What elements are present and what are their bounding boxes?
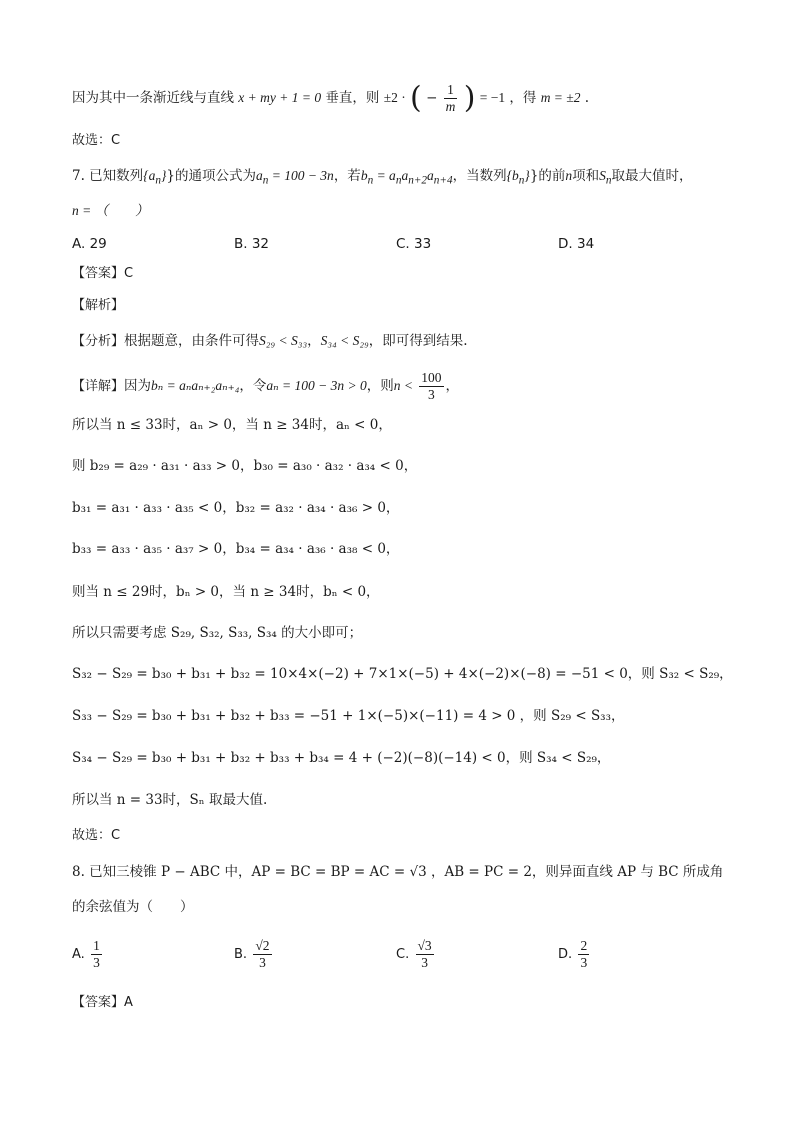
text-segment: 取最大值时， bbox=[611, 168, 693, 184]
tag: 【分析】 bbox=[72, 334, 125, 349]
option-label: A. bbox=[72, 947, 85, 962]
analysis-label: 【解析】 bbox=[72, 298, 125, 313]
solution-line-10: 所以当 n = 33时，Sₙ 取最大值. bbox=[72, 792, 268, 808]
text-segment: ，令 bbox=[239, 378, 267, 394]
option-a bbox=[72, 938, 104, 971]
option-d: D. 34 bbox=[558, 236, 595, 252]
text-segment: ，即可得到结果. bbox=[368, 333, 468, 349]
solution-line-1: 所以当 n ≤ 33时，aₙ > 0，当 n ≥ 34时，aₙ < 0， bbox=[72, 417, 392, 433]
solution-line-9: S₃₄ − S₂₉ = b₃₀ + b₃₁ + b₃₂ + b₃₃ + b₃₄ = 4 + (−2)(−8)(−14) < 0，则 S₃₄ < S₂₉， bbox=[72, 750, 611, 766]
option-d bbox=[558, 938, 591, 971]
text-line-asymptote: 因为其中一条渐近线与直线 x + my + 1 = 0 垂直，则 ±2 · ( − $\frac{1}{m}$ ) = −1 ，得 m = ±2 . bbox=[72, 80, 590, 116]
text-segment: 项和 bbox=[572, 168, 600, 184]
option-c bbox=[396, 938, 436, 971]
option-c: C. 33 bbox=[396, 236, 432, 252]
question-8-stem: 8. 已知三棱锥 P − ABC 中，AP = BC = BP = AC = √3 ，AB = PC = 2，则异面直线 AP 与 BC 所成角 bbox=[72, 864, 724, 880]
text-segment: ， bbox=[307, 333, 321, 349]
solution-line-5: 则当 n ≤ 29时，bₙ > 0，当 n ≥ 34时，bₙ < 0， bbox=[72, 584, 380, 600]
text-segment: ，当数列 bbox=[452, 168, 507, 184]
text-segment: ，则 bbox=[366, 378, 394, 394]
fraction-numerator: 100 bbox=[421, 370, 442, 385]
text-segment: n = （ ） bbox=[72, 203, 149, 218]
solution-line-6: 所以只需要考虑 S₂₉, S₃₂, S₃₃, S₃₄ 的大小即可； bbox=[72, 625, 363, 641]
math-term: ±2 · bbox=[383, 90, 406, 105]
math-term: = −1 bbox=[479, 90, 506, 105]
answer-choice-line: 故选：C bbox=[72, 828, 121, 843]
math-equation: x + my + 1 = 0 bbox=[238, 90, 322, 105]
fraction-numerator: 1 bbox=[444, 82, 458, 99]
fraction-denominator: 3 bbox=[580, 955, 588, 970]
fraction bbox=[253, 938, 271, 971]
solution-line-7: S₃₂ − S₂₉ = b₃₀ + b₃₁ + b₃₂ = 10×4×(−2) + 7×1×(−5) + 4×(−2)×(−8) = −51 < 0，则 S₃₂ < S₂₉， bbox=[72, 666, 733, 682]
analysis-text bbox=[72, 331, 468, 352]
solution-line-8: S₃₃ − S₂₉ = b₃₀ + b₃₁ + b₃₂ + b₃₃ = −51 + 1×(−5)×(−11) = 4 > 0 ，则 S₂₉ < S₃₃， bbox=[72, 708, 625, 724]
fraction bbox=[91, 938, 102, 971]
fraction-numerator: 1 bbox=[93, 938, 100, 953]
left-paren: ( bbox=[410, 80, 422, 116]
text-segment: ，若 bbox=[333, 168, 361, 184]
option-label: B. bbox=[234, 947, 248, 962]
option-label: D. bbox=[558, 947, 573, 962]
fraction-denominator: 3 bbox=[259, 955, 266, 970]
fraction bbox=[578, 938, 589, 971]
math-term: S₂₉ < S₃₃ bbox=[259, 333, 308, 348]
fraction-numerator: 2 bbox=[580, 938, 588, 953]
text-segment: }的前 bbox=[529, 168, 566, 184]
solution-line-4: b₃₃ = a₃₃ · a₃₅ · a₃₇ > 0，b₃₄ = a₃₄ · a₃₆ · a₃₈ < 0， bbox=[72, 541, 400, 557]
math-term: aₙ = 100 − 3n > 0 bbox=[266, 378, 367, 393]
option-b bbox=[234, 938, 274, 971]
math-term: S₃₄ < S₂₉ bbox=[320, 333, 369, 348]
math-term: bₙ = aₙaₙ₊₂aₙ₊₄ bbox=[151, 378, 240, 393]
text-segment: }的通项公式为 bbox=[166, 168, 256, 184]
text-segment: 根据题意，由条件可得 bbox=[124, 333, 260, 349]
fraction-denominator: 3 bbox=[93, 955, 100, 970]
fraction-numerator: √3 bbox=[417, 938, 432, 953]
text-segment: 7. 已知数列 bbox=[72, 168, 144, 184]
option-a: A. 29 bbox=[72, 236, 107, 252]
text-segment: 因为其中一条渐近线与直线 bbox=[72, 90, 234, 106]
text-segment: 因为 bbox=[124, 378, 152, 394]
text-segment: 垂直，则 bbox=[325, 90, 380, 106]
text-segment: ，得 bbox=[509, 90, 537, 106]
right-paren: ) bbox=[463, 80, 476, 116]
fraction-denominator: 3 bbox=[421, 955, 428, 970]
answer-label: 【答案】A bbox=[72, 995, 133, 1010]
fraction bbox=[444, 82, 458, 115]
question-8-stem-line2: 的余弦值为（ ） bbox=[72, 899, 194, 915]
option-label: C. bbox=[396, 947, 410, 962]
fraction-denominator: 3 bbox=[428, 387, 435, 402]
fraction-denominator: m bbox=[445, 99, 456, 114]
punct: . bbox=[584, 90, 590, 106]
fraction-numerator: √2 bbox=[255, 938, 270, 953]
answer-label: 【答案】C bbox=[72, 266, 134, 281]
question-7-stem: 7. 已知数列$\{a_n\}$}的通项公式为$a_n = 100 - 3n$，若$b_n = a_na_{n+2}a_{n+4}$，当数列$\{b_n\}$}的前n项和$S_n$取最大值时， bbox=[72, 168, 693, 187]
math-var: n bbox=[565, 168, 573, 183]
math-term: n < bbox=[393, 378, 413, 393]
tag: 【详解】 bbox=[72, 379, 125, 394]
option-b: B. 32 bbox=[234, 236, 270, 252]
answer-choice-line: 故选：C bbox=[72, 133, 121, 148]
math-result: m = ±2 bbox=[540, 90, 581, 105]
solution-line-2: 则 b₂₉ = a₂₉ · a₃₁ · a₃₃ > 0，b₃₀ = a₃₀ · a₃₂ · a₃₄ < 0， bbox=[72, 458, 418, 474]
fraction bbox=[419, 370, 443, 403]
question-7-stem-line2 bbox=[72, 201, 149, 221]
text-segment: ， bbox=[445, 378, 460, 394]
detail-text bbox=[72, 370, 459, 403]
fraction bbox=[416, 938, 434, 971]
solution-line-3: b₃₁ = a₃₁ · a₃₃ · a₃₅ < 0，b₃₂ = a₃₂ · a₃₄ · a₃₆ > 0， bbox=[72, 500, 400, 516]
